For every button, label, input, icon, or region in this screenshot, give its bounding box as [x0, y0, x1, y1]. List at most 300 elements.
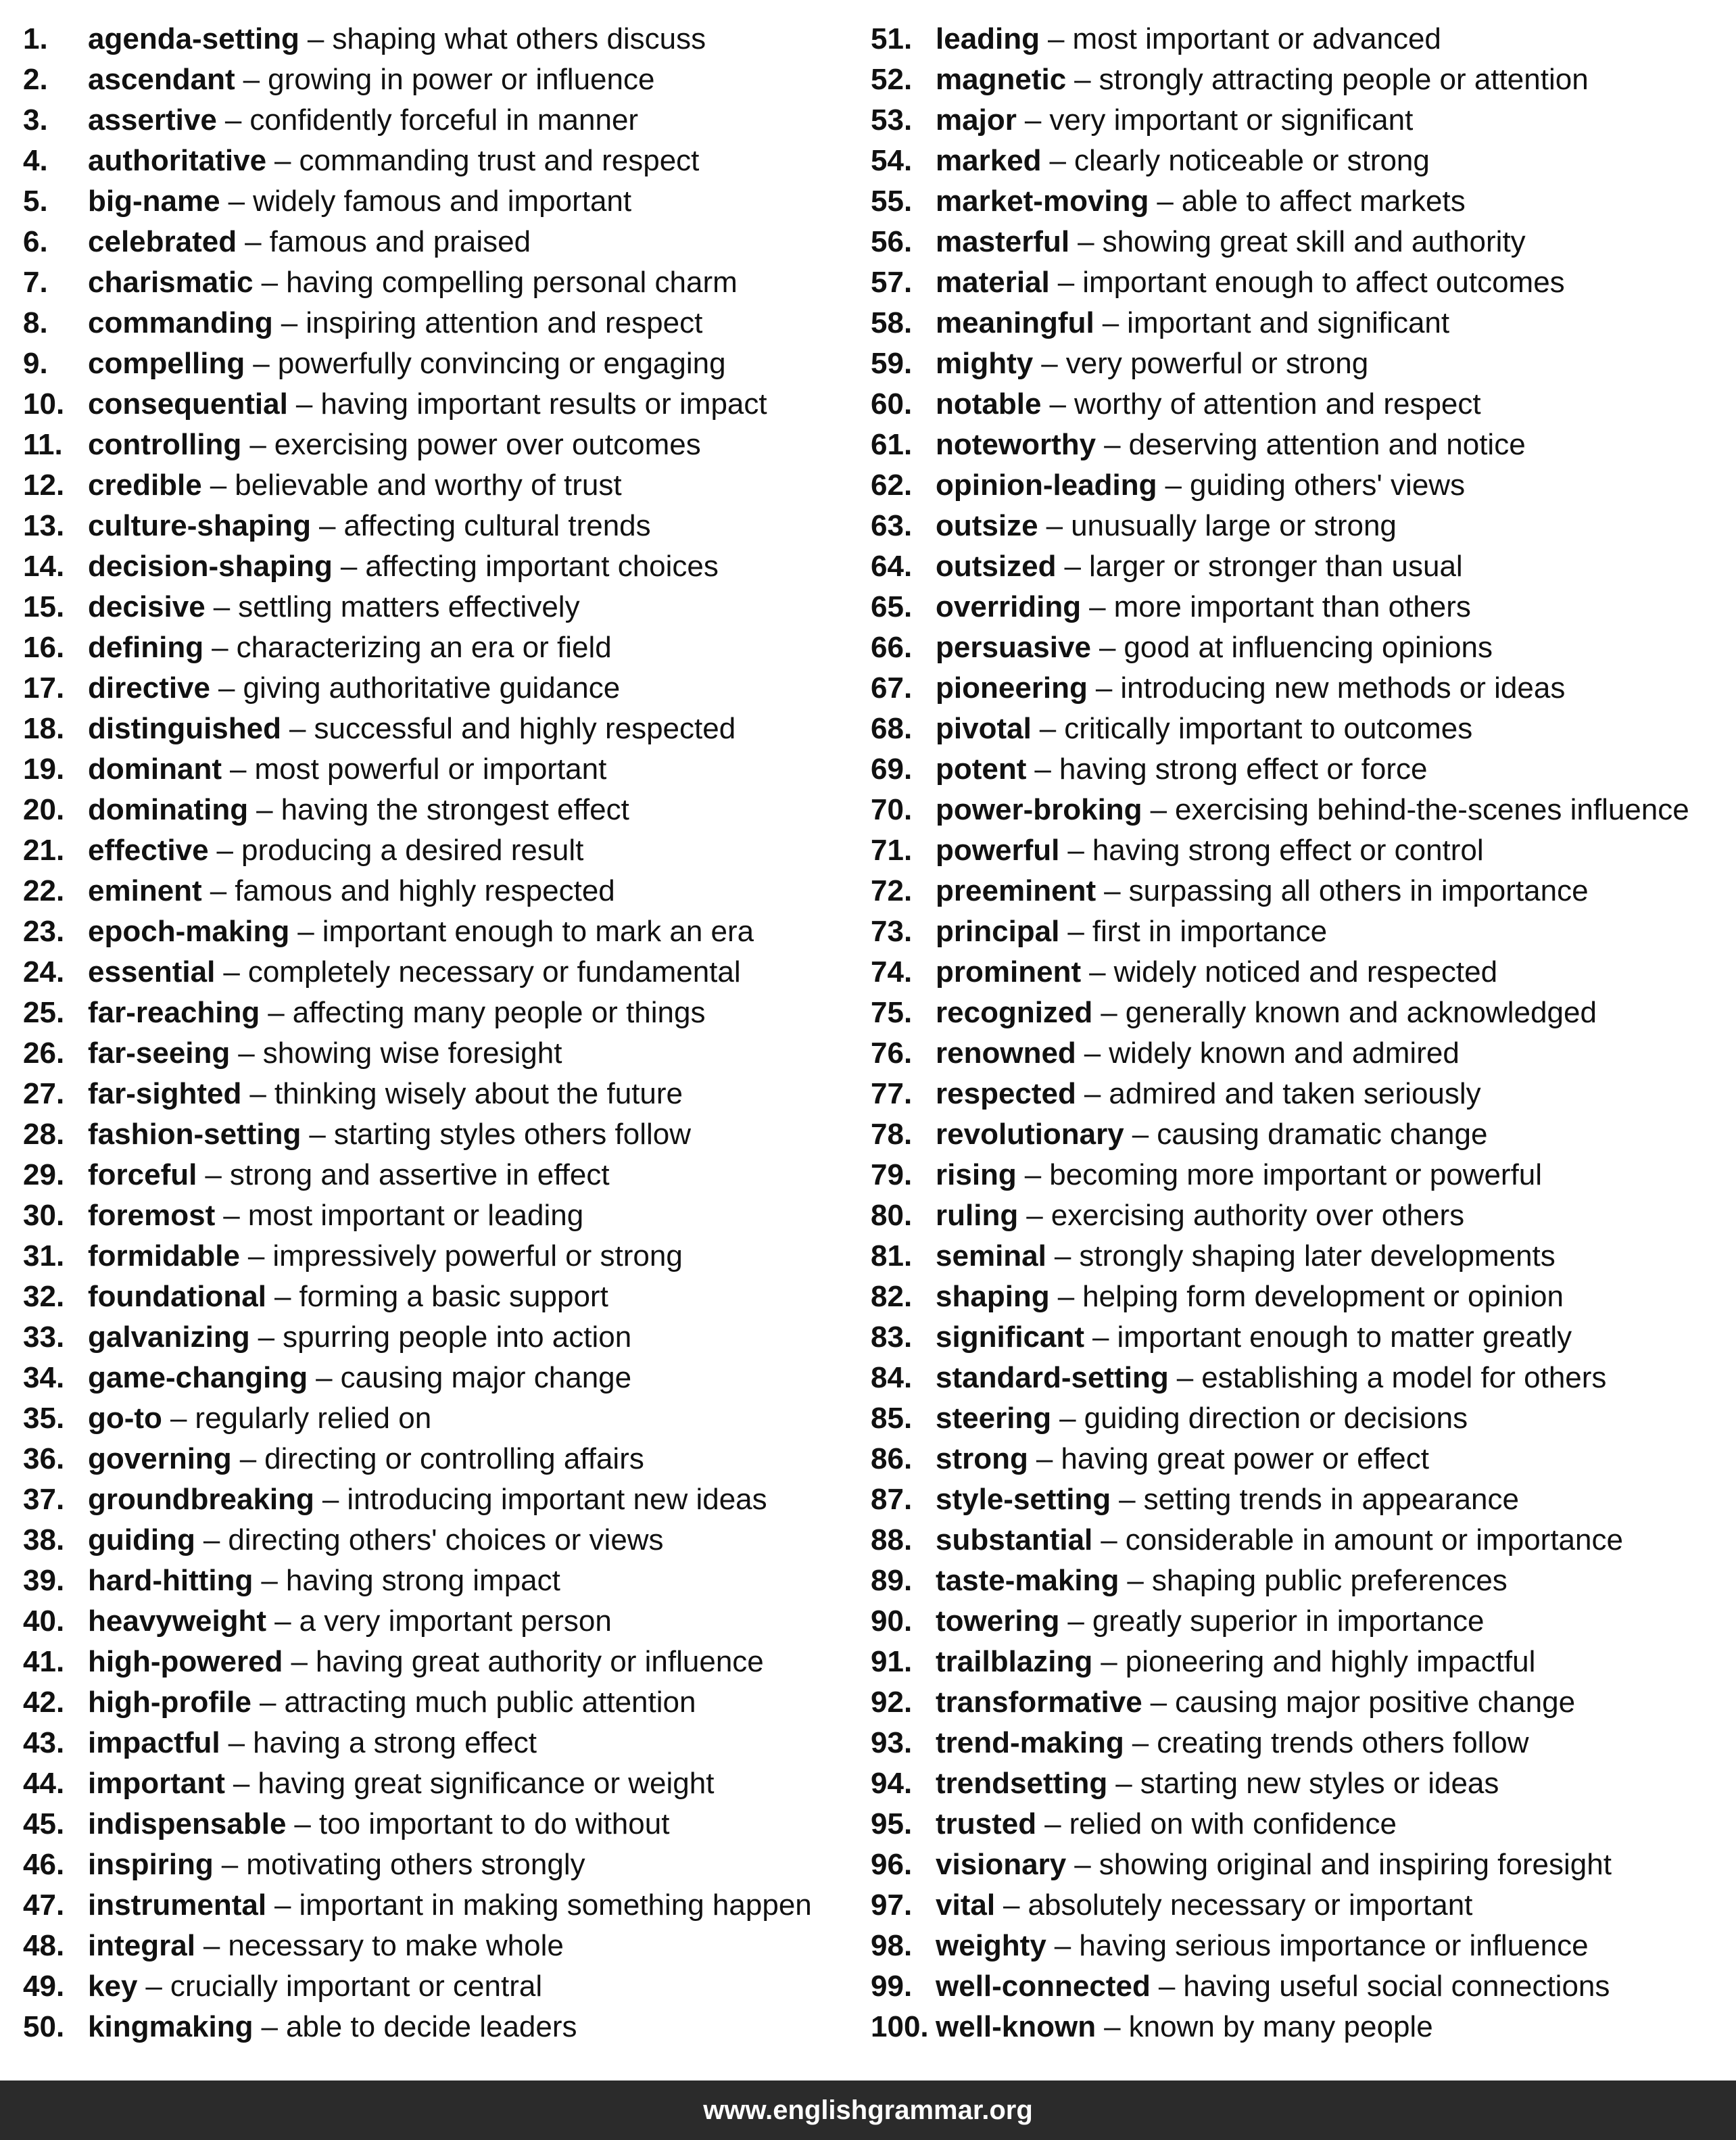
word-entry — [871, 790, 1720, 830]
word-entry — [23, 1317, 871, 1358]
entry-word: power-broking — [936, 793, 1142, 826]
entry-separator: – — [274, 1604, 291, 1638]
word-entry — [23, 668, 871, 709]
entry-definition: thinking wisely about the future — [274, 1077, 683, 1110]
entry-number: 23. — [23, 915, 65, 948]
word-entry — [871, 1804, 1720, 1845]
entry-definition: helping form development or opinion — [1082, 1280, 1564, 1313]
entry-number: 10. — [23, 387, 65, 421]
entry-number: 18. — [23, 712, 65, 745]
entry-word: vital — [936, 1888, 996, 1922]
entry-definition: too important to do without — [318, 1807, 670, 1840]
entry-definition: commanding trust and respect — [299, 144, 700, 177]
entry-separator: – — [210, 469, 227, 502]
entry-separator: – — [256, 793, 273, 826]
entry-number: 8. — [23, 306, 48, 339]
word-entry — [871, 1277, 1720, 1317]
entry-number: 71. — [871, 834, 913, 867]
entry-number: 31. — [23, 1239, 65, 1273]
entry-definition: creating trends others follow — [1157, 1726, 1529, 1759]
entry-separator: – — [261, 2010, 278, 2043]
entry-word: renowned — [936, 1037, 1076, 1070]
entry-definition: showing great skill and authority — [1102, 225, 1526, 258]
entry-separator: – — [268, 996, 285, 1029]
entry-definition: clearly noticeable or strong — [1074, 144, 1430, 177]
entry-definition: spurring people into action — [283, 1321, 632, 1354]
entry-separator: – — [1067, 834, 1084, 867]
entry-word: dominant — [88, 753, 222, 786]
entry-word: high-profile — [88, 1686, 251, 1719]
word-entry — [23, 993, 871, 1033]
entry-separator: – — [322, 1483, 339, 1516]
entry-number: 29. — [23, 1158, 65, 1191]
entry-number: 3. — [23, 103, 48, 137]
entry-separator: – — [1095, 671, 1113, 705]
entry-word: prominent — [936, 955, 1082, 989]
word-entry — [23, 425, 871, 465]
entry-number: 80. — [871, 1199, 913, 1232]
word-list-column-left — [23, 19, 871, 2047]
entry-separator: – — [1089, 590, 1106, 623]
entry-word: credible — [88, 469, 202, 502]
entry-number: 75. — [871, 996, 913, 1029]
entry-definition: having the strongest effect — [281, 793, 629, 826]
entry-definition: having serious importance or influence — [1079, 1929, 1589, 1962]
word-entry — [871, 1601, 1720, 1642]
entry-number: 42. — [23, 1686, 65, 1719]
entry-word: eminent — [88, 874, 202, 907]
word-entry — [871, 1763, 1720, 1804]
entry-definition: shaping public preferences — [1151, 1564, 1508, 1597]
entry-definition: powerfully convincing or engaging — [277, 347, 726, 380]
entry-definition: able to affect markets — [1181, 185, 1466, 218]
entry-separator: – — [1067, 1604, 1084, 1638]
word-entry — [871, 425, 1720, 465]
entry-number: 56. — [871, 225, 913, 258]
entry-word: well-connected — [936, 1970, 1151, 2003]
entry-separator: – — [1039, 712, 1057, 745]
entry-number: 60. — [871, 387, 913, 421]
entry-number: 38. — [23, 1523, 65, 1556]
entry-word: market-moving — [936, 185, 1149, 218]
entry-word: steering — [936, 1402, 1052, 1435]
entry-number: 24. — [23, 955, 65, 989]
word-entry — [871, 2007, 1720, 2047]
entry-word: principal — [936, 915, 1060, 948]
entry-separator: – — [1048, 22, 1065, 55]
entry-word: heavyweight — [88, 1604, 267, 1638]
entry-definition: important in making something happen — [299, 1888, 812, 1922]
entry-number: 6. — [23, 225, 48, 258]
word-entry — [871, 546, 1720, 587]
word-entry — [23, 1195, 871, 1236]
entry-definition: known by many people — [1128, 2010, 1433, 2043]
entry-number: 96. — [871, 1848, 913, 1881]
entry-separator: – — [319, 509, 336, 542]
entry-number: 33. — [23, 1321, 65, 1354]
entry-number: 92. — [871, 1686, 913, 1719]
entry-number: 11. — [23, 428, 63, 461]
entry-number: 74. — [871, 955, 913, 989]
word-entry — [23, 1561, 871, 1601]
entry-number: 39. — [23, 1564, 65, 1597]
entry-number: 2. — [23, 63, 48, 96]
entry-definition: most important or advanced — [1072, 22, 1441, 55]
word-entry — [23, 709, 871, 749]
entry-word: towering — [936, 1604, 1060, 1638]
entry-number: 4. — [23, 144, 48, 177]
word-entry — [23, 1479, 871, 1520]
entry-definition: causing major positive change — [1175, 1686, 1576, 1719]
entry-separator: – — [1104, 2010, 1121, 2043]
word-entry — [871, 627, 1720, 668]
entry-definition: considerable in amount or importance — [1125, 1523, 1623, 1556]
entry-definition: more important than others — [1113, 590, 1471, 623]
entry-separator: – — [1165, 469, 1182, 502]
word-entry — [23, 1682, 871, 1723]
entry-word: integral — [88, 1929, 195, 1962]
word-entry — [871, 1926, 1720, 1966]
entry-word: effective — [88, 834, 209, 867]
word-entry — [23, 343, 871, 384]
entry-word: marked — [936, 144, 1042, 177]
entry-definition: starting new styles or ideas — [1140, 1767, 1499, 1800]
word-entry — [23, 790, 871, 830]
entry-word: commanding — [88, 306, 273, 339]
entry-number: 58. — [871, 306, 913, 339]
entry-separator: – — [1064, 550, 1081, 583]
entry-definition: widely known and admired — [1109, 1037, 1460, 1070]
entry-number: 86. — [871, 1442, 913, 1475]
word-entry — [23, 587, 871, 627]
entry-definition: larger or stronger than usual — [1088, 550, 1463, 583]
entry-separator: – — [238, 1037, 255, 1070]
word-entry — [871, 830, 1720, 871]
entry-separator: – — [281, 306, 298, 339]
entry-definition: having a strong effect — [253, 1726, 537, 1759]
entry-number: 73. — [871, 915, 913, 948]
entry-separator: – — [1026, 1199, 1043, 1232]
entry-definition: settling matters effectively — [238, 590, 580, 623]
entry-separator: – — [223, 1199, 240, 1232]
entry-number: 63. — [871, 509, 913, 542]
word-list-column-right — [871, 19, 1720, 2047]
word-entry — [23, 1033, 871, 1074]
entry-number: 82. — [871, 1280, 913, 1313]
entry-separator: – — [289, 712, 306, 745]
word-entry — [23, 262, 871, 303]
entry-word: authoritative — [88, 144, 267, 177]
entry-definition: strongly shaping later developments — [1079, 1239, 1556, 1273]
entry-word: dominating — [88, 793, 249, 826]
entry-word: magnetic — [936, 63, 1067, 96]
word-entry — [23, 100, 871, 141]
entry-separator: – — [295, 387, 313, 421]
entry-definition: giving authoritative guidance — [243, 671, 621, 705]
entry-number: 81. — [871, 1239, 913, 1273]
entry-number: 37. — [23, 1483, 65, 1516]
word-entry — [23, 181, 871, 222]
entry-word: style-setting — [936, 1483, 1111, 1516]
word-entry — [23, 627, 871, 668]
word-entry — [871, 1358, 1720, 1398]
entry-number: 15. — [23, 590, 65, 623]
entry-number: 13. — [23, 509, 65, 542]
entry-number: 49. — [23, 1970, 65, 2003]
entry-number: 30. — [23, 1199, 65, 1232]
entry-word: forceful — [88, 1158, 197, 1191]
entry-number: 5. — [23, 185, 48, 218]
word-entry — [23, 222, 871, 262]
entry-separator: – — [1115, 1767, 1132, 1800]
entry-definition: relied on with confidence — [1069, 1807, 1397, 1840]
entry-definition: first in importance — [1092, 915, 1328, 948]
entry-separator: – — [1049, 144, 1067, 177]
word-entry — [23, 1358, 871, 1398]
word-entry — [23, 384, 871, 425]
entry-definition: having strong impact — [285, 1564, 560, 1597]
word-entry — [23, 303, 871, 343]
entry-separator: – — [205, 1158, 222, 1191]
entry-number: 72. — [871, 874, 913, 907]
entry-number: 90. — [871, 1604, 913, 1638]
entry-word: defining — [88, 631, 204, 664]
entry-separator: – — [1044, 1807, 1061, 1840]
entry-separator: – — [258, 1321, 275, 1354]
entry-word: outsized — [936, 550, 1057, 583]
entry-separator: – — [243, 63, 260, 96]
entry-definition: good at influencing opinions — [1124, 631, 1493, 664]
entry-number: 46. — [23, 1848, 65, 1881]
entry-word: instrumental — [88, 1888, 267, 1922]
entry-separator: – — [253, 347, 270, 380]
entry-separator: – — [223, 955, 240, 989]
word-list — [23, 19, 1720, 2047]
entry-word: impactful — [88, 1726, 220, 1759]
word-entry — [23, 1845, 871, 1885]
word-entry — [871, 1682, 1720, 1723]
entry-number: 20. — [23, 793, 65, 826]
entry-number: 16. — [23, 631, 65, 664]
entry-word: preeminent — [936, 874, 1096, 907]
entry-number: 35. — [23, 1402, 65, 1435]
entry-definition: impressively powerful or strong — [272, 1239, 683, 1273]
entry-word: transformative — [936, 1686, 1142, 1719]
entry-separator: – — [259, 1686, 276, 1719]
word-entry — [871, 709, 1720, 749]
entry-definition: becoming more important or powerful — [1049, 1158, 1543, 1191]
entry-word: ascendant — [88, 63, 235, 96]
entry-number: 53. — [871, 103, 913, 137]
entry-separator: – — [1054, 1239, 1071, 1273]
entry-word: far-seeing — [88, 1037, 231, 1070]
entry-separator: – — [297, 915, 314, 948]
entry-number: 79. — [871, 1158, 913, 1191]
entry-definition: introducing new methods or ideas — [1120, 671, 1566, 705]
entry-separator: – — [1132, 1118, 1149, 1151]
word-entry — [871, 993, 1720, 1033]
entry-number: 57. — [871, 266, 913, 299]
entry-separator: – — [1084, 1037, 1101, 1070]
entry-separator: – — [1099, 631, 1116, 664]
word-entry — [871, 911, 1720, 952]
entry-definition: having great significance or weight — [258, 1767, 715, 1800]
entry-definition: necessary to make whole — [228, 1929, 564, 1962]
entry-number: 59. — [871, 347, 913, 380]
entry-number: 48. — [23, 1929, 65, 1962]
entry-definition: showing original and inspiring foresight — [1099, 1848, 1612, 1881]
entry-number: 70. — [871, 793, 913, 826]
word-entry — [871, 668, 1720, 709]
entry-separator: – — [274, 1888, 291, 1922]
entry-separator: – — [1157, 185, 1174, 218]
entry-separator: – — [1101, 1645, 1117, 1678]
entry-definition: having compelling personal charm — [286, 266, 738, 299]
word-entry — [23, 1439, 871, 1479]
entry-separator: – — [1057, 266, 1075, 299]
entry-number: 28. — [23, 1118, 65, 1151]
entry-word: material — [936, 266, 1050, 299]
word-entry — [871, 1885, 1720, 1926]
entry-number: 62. — [871, 469, 913, 502]
word-entry — [23, 1966, 871, 2007]
word-entry — [871, 100, 1720, 141]
entry-separator: – — [224, 103, 242, 137]
entry-separator: – — [1046, 509, 1063, 542]
entry-definition: most powerful or important — [254, 753, 607, 786]
word-entry — [871, 303, 1720, 343]
word-entry — [871, 1561, 1720, 1601]
entry-separator: – — [239, 1442, 257, 1475]
entry-definition: shaping what others discuss — [332, 22, 706, 55]
entry-number: 17. — [23, 671, 65, 705]
word-entry — [871, 1966, 1720, 2007]
entry-number: 88. — [871, 1523, 913, 1556]
entry-word: persuasive — [936, 631, 1091, 664]
entry-word: visionary — [936, 1848, 1067, 1881]
entry-separator: – — [1049, 387, 1066, 421]
entry-separator: – — [1092, 1321, 1109, 1354]
entry-separator: – — [261, 1564, 278, 1597]
entry-number: 44. — [23, 1767, 65, 1800]
word-entry — [23, 1277, 871, 1317]
entry-word: inspiring — [88, 1848, 214, 1881]
entry-separator: – — [1074, 63, 1091, 96]
word-entry — [23, 546, 871, 587]
entry-word: directive — [88, 671, 210, 705]
entry-word: foundational — [88, 1280, 266, 1313]
entry-number: 7. — [23, 266, 48, 299]
entry-definition: having great authority or influence — [315, 1645, 764, 1678]
entry-word: major — [936, 103, 1017, 137]
entry-number: 93. — [871, 1726, 913, 1759]
entry-number: 64. — [871, 550, 913, 583]
entry-word: standard-setting — [936, 1361, 1169, 1394]
word-entry — [871, 262, 1720, 303]
word-entry — [871, 587, 1720, 627]
entry-number: 98. — [871, 1929, 913, 1962]
entry-word: leading — [936, 22, 1040, 55]
entry-definition: believable and worthy of trust — [235, 469, 622, 502]
entry-word: governing — [88, 1442, 232, 1475]
entry-number: 85. — [871, 1402, 913, 1435]
entry-word: well-known — [936, 2010, 1096, 2043]
footer-bar — [0, 2080, 1736, 2140]
entry-word: hard-hitting — [88, 1564, 254, 1597]
entry-word: pivotal — [936, 712, 1032, 745]
entry-word: strong — [936, 1442, 1028, 1475]
entry-definition: important enough to mark an era — [322, 915, 754, 948]
word-entry — [23, 1723, 871, 1763]
word-entry — [871, 749, 1720, 790]
entry-separator: – — [221, 1848, 239, 1881]
entry-separator: – — [210, 874, 227, 907]
entry-definition: very powerful or strong — [1065, 347, 1369, 380]
word-entry — [871, 1642, 1720, 1682]
entry-number: 91. — [871, 1645, 913, 1678]
entry-number: 22. — [23, 874, 65, 907]
entry-word: opinion-leading — [936, 469, 1157, 502]
entry-separator: – — [1150, 1686, 1167, 1719]
entry-separator: – — [1074, 1848, 1091, 1881]
entry-number: 100. — [871, 2010, 929, 2043]
entry-number: 41. — [23, 1645, 65, 1678]
entry-definition: strongly attracting people or attention — [1099, 63, 1589, 96]
entry-definition: starting styles others follow — [333, 1118, 692, 1151]
entry-number: 97. — [871, 1888, 913, 1922]
entry-separator: – — [1089, 955, 1106, 989]
entry-separator: – — [203, 1929, 220, 1962]
entry-definition: able to decide leaders — [285, 2010, 577, 2043]
entry-separator: – — [261, 266, 279, 299]
entry-number: 40. — [23, 1604, 65, 1638]
word-entry — [23, 60, 871, 100]
entry-word: rising — [936, 1158, 1017, 1191]
entry-separator: – — [1041, 347, 1058, 380]
entry-separator: – — [1104, 874, 1121, 907]
entry-definition: causing dramatic change — [1157, 1118, 1488, 1151]
entry-separator: – — [1150, 793, 1167, 826]
entry-definition: deserving attention and notice — [1128, 428, 1526, 461]
entry-word: groundbreaking — [88, 1483, 314, 1516]
entry-separator: – — [247, 1239, 265, 1273]
entry-word: charismatic — [88, 266, 254, 299]
entry-separator: – — [1101, 996, 1117, 1029]
entry-number: 76. — [871, 1037, 913, 1070]
word-entry — [23, 871, 871, 911]
word-entry — [23, 465, 871, 506]
entry-separator: – — [1104, 428, 1121, 461]
entry-definition: crucially important or central — [170, 1970, 543, 2003]
entry-number: 84. — [871, 1361, 913, 1394]
entry-definition: having strong effect or force — [1059, 753, 1428, 786]
entry-number: 25. — [23, 996, 65, 1029]
entry-separator: – — [1078, 225, 1094, 258]
entry-word: kingmaking — [88, 2010, 254, 2043]
entry-word: celebrated — [88, 225, 237, 258]
entry-definition: important and significant — [1127, 306, 1450, 339]
entry-word: indispensable — [88, 1807, 287, 1840]
entry-definition: important enough to affect outcomes — [1082, 266, 1565, 299]
entry-word: masterful — [936, 225, 1070, 258]
entry-word: agenda-setting — [88, 22, 299, 55]
entry-word: controlling — [88, 428, 242, 461]
entry-definition: affecting important choices — [365, 550, 719, 583]
entry-word: fashion-setting — [88, 1118, 302, 1151]
entry-definition: most important or leading — [247, 1199, 584, 1232]
word-entry — [23, 2007, 871, 2047]
entry-word: trailblazing — [936, 1645, 1093, 1678]
